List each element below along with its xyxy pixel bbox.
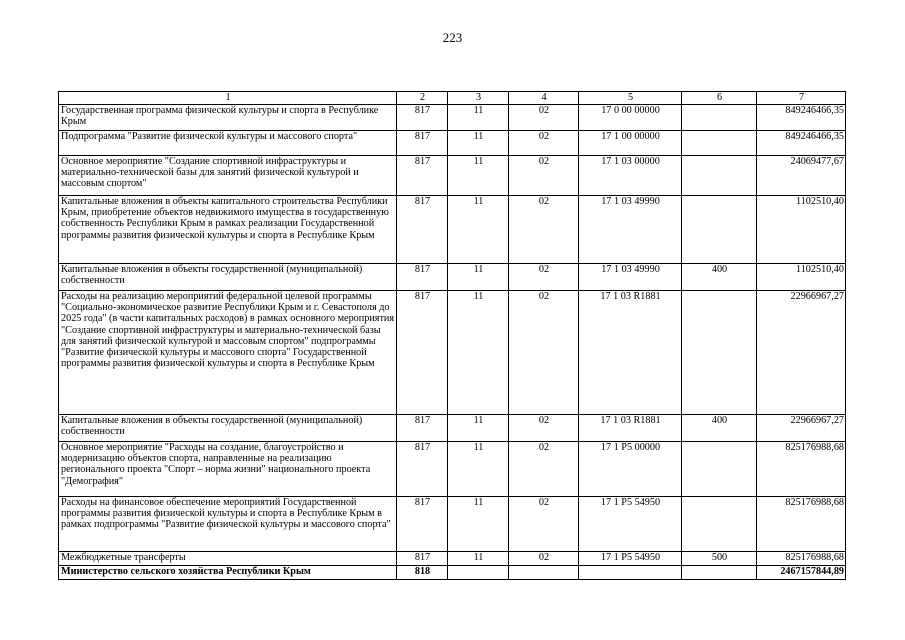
row-ministry-code-cell: 817	[397, 415, 448, 442]
row-section-cell: 11	[448, 131, 509, 156]
row-expense-type-cell	[682, 566, 757, 580]
row-expense-type-cell: 400	[682, 264, 757, 291]
row-ministry-code-cell: 817	[397, 497, 448, 552]
row-subsection-cell: 02	[509, 497, 579, 552]
row-section-cell: 11	[448, 415, 509, 442]
table-row	[59, 196, 846, 264]
table-row	[59, 415, 846, 442]
table-row	[59, 566, 846, 580]
header-cell-7: 7	[757, 92, 846, 105]
row-target-article-cell: 17 1 03 49990	[579, 264, 682, 291]
row-ministry-code-cell: 818	[397, 566, 448, 580]
row-subsection-cell: 02	[509, 442, 579, 497]
header-cell-6: 6	[682, 92, 757, 105]
row-name-cell: Капитальные вложения в объекты государственной (муниципальной) собственности	[59, 264, 397, 291]
row-subsection-cell	[509, 566, 579, 580]
row-target-article-cell: 17 1 03 R1881	[579, 415, 682, 442]
table-row	[59, 291, 846, 415]
row-ministry-code-cell: 817	[397, 131, 448, 156]
row-sum-cell: 825176988,68	[757, 497, 846, 552]
table-row	[59, 442, 846, 497]
row-subsection-cell: 02	[509, 264, 579, 291]
budget-table	[58, 91, 846, 580]
row-subsection-cell: 02	[509, 196, 579, 264]
row-target-article-cell: 17 1 03 00000	[579, 156, 682, 196]
header-cell-1: 1	[59, 92, 397, 105]
row-sum-cell: 22966967,27	[757, 415, 846, 442]
row-target-article-cell: 17 1 P5 54950	[579, 497, 682, 552]
row-name-cell: Министерство сельского хозяйства Республики Крым	[59, 566, 397, 580]
row-subsection-cell: 02	[509, 156, 579, 196]
row-section-cell	[448, 566, 509, 580]
table-row	[59, 497, 846, 552]
row-sum-cell: 825176988,68	[757, 552, 846, 566]
row-ministry-code-cell: 817	[397, 105, 448, 131]
row-name-cell: Капитальные вложения в объекты капитального строительства Республики Крым, приобретение объектов недвижимого имущества в государственную собственность Республики Крым в рамках реализации Государственной программы развития физической культуры и спорта в Республике Крым	[59, 196, 397, 264]
row-sum-cell: 2467157844,89	[757, 566, 846, 580]
row-ministry-code-cell: 817	[397, 156, 448, 196]
row-sum-cell: 849246466,35	[757, 131, 846, 156]
row-section-cell: 11	[448, 291, 509, 415]
row-expense-type-cell	[682, 156, 757, 196]
table-row	[59, 105, 846, 131]
row-name-cell: Основное мероприятие "Создание спортивной инфраструктуры и материально-технической базы для занятий физической культурой и массовым спортом"	[59, 156, 397, 196]
row-subsection-cell: 02	[509, 105, 579, 131]
row-expense-type-cell	[682, 497, 757, 552]
row-subsection-cell: 02	[509, 415, 579, 442]
row-name-cell: Подпрограмма "Развитие физической культуры и массового спорта"	[59, 131, 397, 156]
row-expense-type-cell	[682, 105, 757, 131]
row-name-cell: Капитальные вложения в объекты государственной (муниципальной) собственности	[59, 415, 397, 442]
row-expense-type-cell	[682, 131, 757, 156]
row-section-cell: 11	[448, 264, 509, 291]
table-row	[59, 156, 846, 196]
row-sum-cell: 1102510,40	[757, 196, 846, 264]
row-target-article-cell: 17 0 00 00000	[579, 105, 682, 131]
row-section-cell: 11	[448, 105, 509, 131]
header-cell-2: 2	[397, 92, 448, 105]
row-ministry-code-cell: 817	[397, 196, 448, 264]
table-row	[59, 131, 846, 156]
row-ministry-code-cell: 817	[397, 264, 448, 291]
row-section-cell: 11	[448, 497, 509, 552]
table-row	[59, 264, 846, 291]
row-name-cell: Основное мероприятие "Расходы на создание, благоустройство и модернизацию объектов спорта, направленные на реализацию регионального проекта "Спорт – норма жизни" национального проекта "Демография"	[59, 442, 397, 497]
row-expense-type-cell	[682, 442, 757, 497]
row-section-cell: 11	[448, 552, 509, 566]
row-subsection-cell: 02	[509, 552, 579, 566]
row-name-cell: Расходы на реализацию мероприятий федеральной целевой программы "Социально-экономическое развитие Республики Крым и г. Севастополя до 2025 года" (в части капитальных расходов) в рамках основного мероприятия "Создание спортивной инфраструктуры и материально-технической базы для занятий физической культурой и массовым спортом" подпрограммы "Развитие физической культуры и массового спорта" Государственной программы развития физической культуры и спорта в Республике Крым	[59, 291, 397, 415]
row-target-article-cell: 17 1 00 00000	[579, 131, 682, 156]
budget-table-body	[59, 105, 846, 580]
row-sum-cell: 1102510,40	[757, 264, 846, 291]
row-target-article-cell: 17 1 03 R1881	[579, 291, 682, 415]
row-target-article-cell	[579, 566, 682, 580]
row-name-cell: Государственная программа физической культуры и спорта в Республике Крым	[59, 105, 397, 131]
row-expense-type-cell	[682, 196, 757, 264]
row-ministry-code-cell: 817	[397, 291, 448, 415]
row-expense-type-cell	[682, 291, 757, 415]
row-name-cell: Расходы на финансовое обеспечение мероприятий Государственной программы развития физической культуры и спорта в Республике Крым в рамках подпрограммы "Развитие физической культуры и массового спорта"	[59, 497, 397, 552]
row-target-article-cell: 17 1 P5 00000	[579, 442, 682, 497]
row-target-article-cell: 17 1 P5 54950	[579, 552, 682, 566]
row-expense-type-cell: 400	[682, 415, 757, 442]
row-ministry-code-cell: 817	[397, 442, 448, 497]
row-section-cell: 11	[448, 442, 509, 497]
row-target-article-cell: 17 1 03 49990	[579, 196, 682, 264]
row-sum-cell: 24069477,67	[757, 156, 846, 196]
header-cell-4: 4	[509, 92, 579, 105]
row-subsection-cell: 02	[509, 291, 579, 415]
row-sum-cell: 825176988,68	[757, 442, 846, 497]
header-cell-3: 3	[448, 92, 509, 105]
row-sum-cell: 849246466,35	[757, 105, 846, 131]
row-section-cell: 11	[448, 196, 509, 264]
header-row	[59, 92, 846, 105]
row-ministry-code-cell: 817	[397, 552, 448, 566]
header-cell-5: 5	[579, 92, 682, 105]
row-section-cell: 11	[448, 156, 509, 196]
row-sum-cell: 22966967,27	[757, 291, 846, 415]
page-number: 223	[442, 30, 463, 45]
row-name-cell: Межбюджетные трансферты	[59, 552, 397, 566]
row-subsection-cell: 02	[509, 131, 579, 156]
table-row	[59, 552, 846, 566]
row-expense-type-cell: 500	[682, 552, 757, 566]
